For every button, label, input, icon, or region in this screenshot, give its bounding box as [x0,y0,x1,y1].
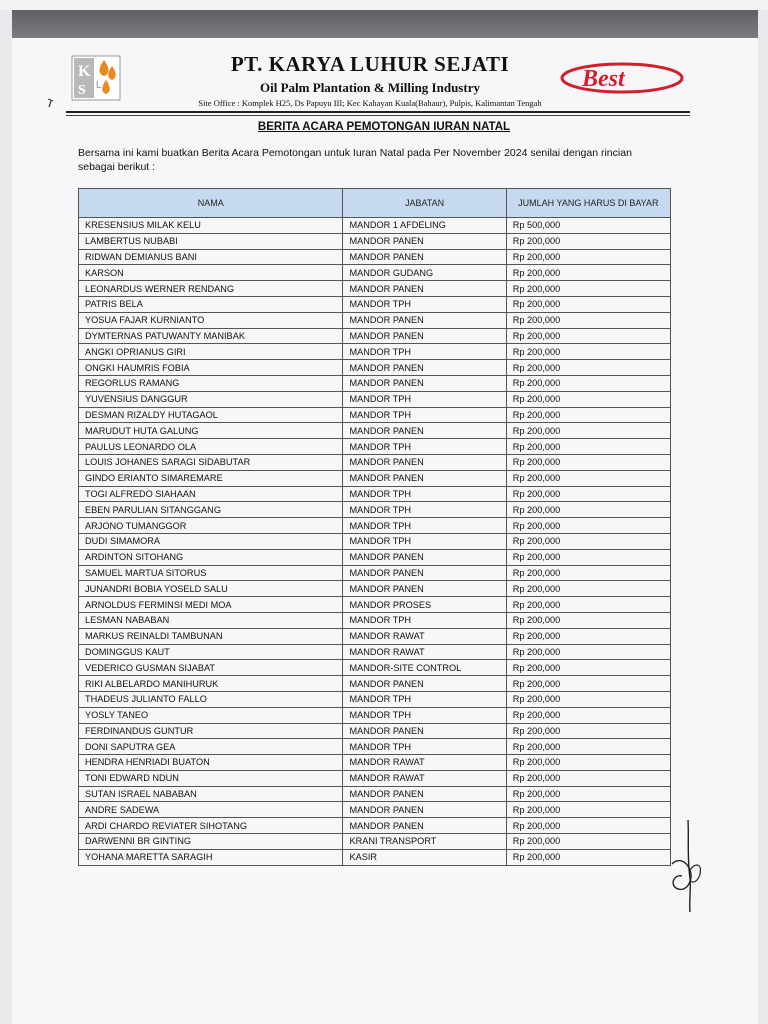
cell-jabatan: MANDOR RAWAT [343,644,506,660]
table-row [79,691,671,707]
cell-jabatan: MANDOR TPH [343,439,506,455]
table-row [79,802,671,818]
cell-jabatan: MANDOR TPH [343,296,506,312]
cell-jabatan: MANDOR PANEN [343,723,506,739]
cell-jumlah: Rp 200,000 [506,486,670,502]
table-row [79,755,671,771]
cell-nama: YOSLY TANEO [79,707,343,723]
cell-nama: EBEN PARULIAN SITANGGANG [79,502,343,518]
cell-jumlah: Rp 200,000 [506,312,670,328]
cell-jumlah: Rp 200,000 [506,360,670,376]
cell-jabatan: MANDOR GUDANG [343,265,506,281]
cell-jabatan: MANDOR PANEN [343,802,506,818]
table-row [79,849,671,865]
header-jabatan: JABATAN [343,189,506,218]
table-row [79,834,671,850]
svg-text:Best: Best [582,66,625,92]
table-row [79,676,671,692]
cell-jabatan: MANDOR TPH [343,391,506,407]
table-row [79,723,671,739]
margin-mark [46,96,56,108]
cell-jumlah: Rp 200,000 [506,549,670,565]
table-row [79,344,671,360]
deduction-table [78,188,671,866]
cell-nama: TOGI ALFREDO SIAHAAN [79,486,343,502]
cell-jabatan: MANDOR PANEN [343,281,506,297]
cell-jumlah: Rp 200,000 [506,249,670,265]
cell-jabatan: MANDOR PANEN [343,360,506,376]
cell-jumlah: Rp 200,000 [506,660,670,676]
cell-nama: PAULUS LEONARDO OLA [79,439,343,455]
cell-nama: VEDERICO GUSMAN SIJABAT [79,660,343,676]
cell-jumlah: Rp 200,000 [506,344,670,360]
table-row [79,439,671,455]
cell-nama: PATRIS BELA [79,296,343,312]
cell-nama: REGORLUS RAMANG [79,375,343,391]
cell-nama: YUVENSIUS DANGGUR [79,391,343,407]
company-letterhead [150,52,590,108]
cell-jumlah: Rp 200,000 [506,581,670,597]
table-row [79,770,671,786]
cell-jumlah: Rp 200,000 [506,296,670,312]
cell-nama: MARKUS REINALDI TAMBUNAN [79,628,343,644]
cell-jumlah: Rp 200,000 [506,391,670,407]
svg-text:L: L [96,80,102,91]
company-name: PT. KARYA LUHUR SEJATI [230,52,510,76]
table-body [79,218,671,866]
cell-jumlah: Rp 200,000 [506,755,670,771]
cell-jumlah: Rp 200,000 [506,502,670,518]
table-row [79,470,671,486]
cell-jabatan: MANDOR 1 AFDELING [343,218,506,234]
cell-jabatan: MANDOR TPH [343,739,506,755]
cell-jumlah: Rp 200,000 [506,565,670,581]
cell-jumlah: Rp 200,000 [506,849,670,865]
cell-nama: ARDINTON SITOHANG [79,549,343,565]
cell-jumlah: Rp 200,000 [506,676,670,692]
cell-jabatan: MANDOR TPH [343,533,506,549]
cell-jabatan: MANDOR PANEN [343,565,506,581]
cell-nama: KRESENSIUS MILAK KELU [79,218,343,234]
cell-nama: DARWENNI BR GINTING [79,834,343,850]
scan-margin [0,0,768,10]
cell-jabatan: MANDOR TPH [343,502,506,518]
cell-jabatan: MANDOR TPH [343,612,506,628]
cell-nama: YOHANA MARETTA SARAGIH [79,849,343,865]
cell-nama: YOSUA FAJAR KURNIANTO [79,312,343,328]
cell-nama: JUNANDRI BOBIA YOSELD SALU [79,581,343,597]
cell-jumlah: Rp 200,000 [506,233,670,249]
table-row [79,502,671,518]
table-row [79,486,671,502]
cell-jabatan: MANDOR PANEN [343,328,506,344]
cell-jabatan: MANDOR-SITE CONTROL [343,660,506,676]
cell-jabatan: KASIR [343,849,506,865]
cell-jabatan: MANDOR PANEN [343,786,506,802]
table-row [79,628,671,644]
cell-jumlah: Rp 200,000 [506,707,670,723]
table-row [79,423,671,439]
cell-jabatan: MANDOR PANEN [343,549,506,565]
cell-jabatan: MANDOR RAWAT [343,755,506,771]
table-row [79,312,671,328]
cell-nama: ANGKI OPRIANUS GIRI [79,344,343,360]
table-row [79,597,671,613]
table-row [79,265,671,281]
table-row [79,660,671,676]
table-row [79,296,671,312]
table-row [79,518,671,534]
cell-nama: TONI EDWARD NDUN [79,770,343,786]
cell-jabatan: MANDOR PROSES [343,597,506,613]
cell-nama: SUTAN ISRAEL NABABAN [79,786,343,802]
cell-jumlah: Rp 200,000 [506,770,670,786]
cell-nama: SAMUEL MARTUA SITORUS [79,565,343,581]
table-row [79,233,671,249]
cell-jumlah: Rp 200,000 [506,612,670,628]
table-row [79,281,671,297]
letterhead-rule-thin [66,115,690,116]
cell-jumlah: Rp 200,000 [506,597,670,613]
cell-jabatan: MANDOR PANEN [343,454,506,470]
cell-jabatan: MANDOR TPH [343,518,506,534]
cell-jumlah: Rp 200,000 [506,628,670,644]
cell-nama: DOMINGGUS KAUT [79,644,343,660]
cell-jabatan: MANDOR RAWAT [343,770,506,786]
cell-jabatan: MANDOR TPH [343,344,506,360]
table-row [79,549,671,565]
cell-nama: ARJONO TUMANGGOR [79,518,343,534]
kls-company-logo [68,52,128,104]
cell-jumlah: Rp 200,000 [506,439,670,455]
cell-jabatan: MANDOR PANEN [343,233,506,249]
cell-nama: ANDRE SADEWA [79,802,343,818]
table-row [79,818,671,834]
cell-jumlah: Rp 200,000 [506,265,670,281]
cell-jumlah: Rp 200,000 [506,802,670,818]
cell-jumlah: Rp 200,000 [506,818,670,834]
cell-jumlah: Rp 200,000 [506,328,670,344]
cell-jumlah: Rp 200,000 [506,834,670,850]
cell-jumlah: Rp 200,000 [506,407,670,423]
header-nama: NAMA [79,189,343,218]
table-row [79,612,671,628]
table-row [79,707,671,723]
cell-jumlah: Rp 200,000 [506,786,670,802]
cell-nama: ARDI CHARDO REVIATER SIHOTANG [79,818,343,834]
table-row [79,407,671,423]
cell-nama: DESMAN RIZALDY HUTAGAOL [79,407,343,423]
table-row [79,565,671,581]
document-title: BERITA ACARA PEMOTONGAN IURAN NATAL [257,121,511,133]
best-group-logo [560,60,690,96]
intro-paragraph: Bersama ini kami buatkan Berita Acara Pemotongan untuk Iuran Natal pada Per November 2024 senilai dengan rincian sebagai berikut : [78,147,632,173]
header-jumlah: JUMLAH YANG HARUS DI BAYAR [506,189,670,218]
cell-nama: LAMBERTUS NUBABI [79,233,343,249]
cell-jumlah: Rp 200,000 [506,375,670,391]
cell-nama: KARSON [79,265,343,281]
cell-jumlah: Rp 500,000 [506,218,670,234]
cell-nama: ONGKI HAUMRIS FOBIA [79,360,343,376]
letterhead-rule-thick [66,111,690,113]
cell-jumlah: Rp 200,000 [506,470,670,486]
table-row [79,454,671,470]
cell-jabatan: MANDOR PANEN [343,676,506,692]
cell-nama: MARUDUT HUTA GALUNG [79,423,343,439]
cell-jabatan: MANDOR TPH [343,707,506,723]
cell-nama: DYMTERNAS PATUWANTY MANIBAK [79,328,343,344]
cell-jabatan: MANDOR PANEN [343,249,506,265]
cell-nama: DONI SAPUTRA GEA [79,739,343,755]
company-tagline: Oil Palm Plantation & Milling Industry [260,80,480,95]
svg-text:K: K [78,63,91,80]
cell-nama: HENDRA HENRIADI BUATON [79,755,343,771]
cell-jabatan: KRANI TRANSPORT [343,834,506,850]
cell-jabatan: MANDOR PANEN [343,581,506,597]
table-row [79,249,671,265]
table-row [79,533,671,549]
cell-nama: LESMAN NABABAN [79,612,343,628]
cell-jabatan: MANDOR PANEN [343,312,506,328]
cell-jumlah: Rp 200,000 [506,454,670,470]
cell-nama: RIKI ALBELARDO MANIHURUK [79,676,343,692]
cell-jumlah: Rp 200,000 [506,723,670,739]
cell-nama: LOUIS JOHANES SARAGI SIDABUTAR [79,454,343,470]
cell-nama: DUDI SIMAMORA [79,533,343,549]
cell-nama: THADEUS JULIANTO FALLO [79,691,343,707]
cell-jabatan: MANDOR PANEN [343,470,506,486]
table-row [79,328,671,344]
cell-jabatan: MANDOR RAWAT [343,628,506,644]
cell-jabatan: MANDOR PANEN [343,375,506,391]
cell-nama: ARNOLDUS FERMINSI MEDI MOA [79,597,343,613]
cell-jabatan: MANDOR TPH [343,691,506,707]
cell-jabatan: MANDOR PANEN [343,423,506,439]
cell-jumlah: Rp 200,000 [506,281,670,297]
scan-edge-band [12,10,758,38]
cell-nama: GINDO ERIANTO SIMAREMARE [79,470,343,486]
table-row [79,218,671,234]
table-header-row [79,189,671,218]
table-row [79,739,671,755]
cell-jumlah: Rp 200,000 [506,691,670,707]
table-row [79,375,671,391]
cell-jumlah: Rp 200,000 [506,533,670,549]
cell-jumlah: Rp 200,000 [506,644,670,660]
cell-jumlah: Rp 200,000 [506,423,670,439]
cell-nama: LEONARDUS WERNER RENDANG [79,281,343,297]
table-row [79,644,671,660]
site-office-address: Site Office : Komplek H25, Ds Papuyu III; Kec Kahayan Kuala(Bahaur), Pulpis, Kalimantan Tengah [198,98,542,108]
cell-nama: RIDWAN DEMIANUS BANI [79,249,343,265]
table-row [79,786,671,802]
cell-jabatan: MANDOR TPH [343,486,506,502]
svg-text:S: S [78,83,86,98]
table-row [79,360,671,376]
cell-jabatan: MANDOR PANEN [343,818,506,834]
cell-jumlah: Rp 200,000 [506,518,670,534]
cell-jumlah: Rp 200,000 [506,739,670,755]
handwritten-signature [668,818,708,914]
cell-nama: FERDINANDUS GUNTUR [79,723,343,739]
cell-jabatan: MANDOR TPH [343,407,506,423]
table-row [79,581,671,597]
table-row [79,391,671,407]
